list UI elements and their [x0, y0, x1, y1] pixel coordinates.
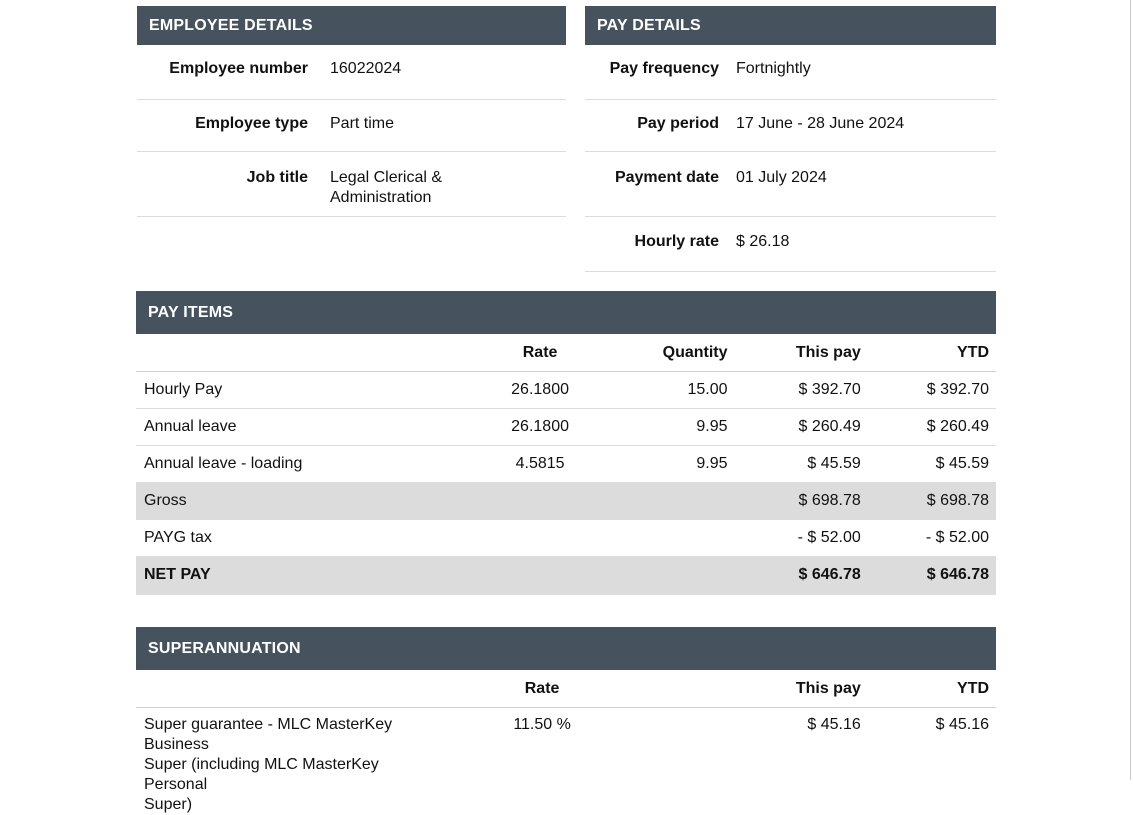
gross-ytd: $ 698.78: [864, 483, 996, 520]
job-title-label: Job title: [247, 169, 308, 187]
pay-item-desc: Hourly Pay: [136, 372, 439, 409]
hourly-rate-row: [585, 217, 996, 272]
payment-date-value: 01 July 2024: [736, 168, 827, 188]
pay-item-this-pay: $ 392.70: [732, 372, 864, 409]
employee-details-header: EMPLOYEE DETAILS: [137, 6, 566, 45]
gross-label: Gross: [136, 483, 439, 520]
super-desc: [136, 708, 439, 815]
net-quantity-empty: [605, 556, 731, 595]
super-this-pay-col: This pay: [732, 670, 864, 708]
pay-details-header: PAY DETAILS: [585, 6, 996, 45]
gross-rate-empty: [439, 483, 606, 520]
table-row: [136, 446, 996, 483]
pay-item-quantity: 9.95: [605, 409, 731, 446]
gross-quantity-empty: [605, 483, 731, 520]
job-title-value: [330, 168, 442, 208]
employee-type-row: [137, 100, 566, 152]
tax-label: PAYG tax: [136, 520, 439, 557]
employee-type-value: Part time: [330, 114, 394, 134]
superannuation-header: SUPERANNUATION: [136, 627, 996, 670]
employee-number-label: Employee number: [169, 60, 308, 78]
pay-item-rate: 4.5815: [439, 446, 606, 483]
employee-number-value: 16022024: [330, 59, 401, 79]
hourly-rate-label: Hourly rate: [635, 233, 719, 251]
pay-item-ytd: $ 45.59: [864, 446, 996, 483]
pay-item-ytd: $ 260.49: [864, 409, 996, 446]
job-title-value-line1: Legal Clerical &: [330, 168, 442, 188]
pay-item-rate: 26.1800: [439, 372, 606, 409]
table-row: [136, 708, 996, 815]
payment-date-row: [585, 152, 996, 217]
pay-item-this-pay: $ 45.59: [732, 446, 864, 483]
pay-period-value: 17 June - 28 June 2024: [736, 114, 904, 134]
pay-item-desc: Annual leave: [136, 409, 439, 446]
tax-quantity-empty: [605, 520, 731, 557]
pay-frequency-row: [585, 45, 996, 100]
net-pay-label: NET PAY: [136, 556, 439, 595]
payment-date-label: Payment date: [615, 169, 719, 187]
tax-ytd: - $ 52.00: [864, 520, 996, 557]
pay-frequency-label: Pay frequency: [610, 60, 719, 78]
table-row: [136, 409, 996, 446]
pay-items-header-row: [136, 334, 996, 372]
scroll-edge: [1130, 0, 1131, 780]
pay-items-table: [136, 334, 996, 595]
pay-item-quantity: 9.95: [605, 446, 731, 483]
super-ytd: $ 45.16: [864, 708, 996, 815]
gross-this-pay: $ 698.78: [732, 483, 864, 520]
job-title-value-line2: Administration: [330, 188, 442, 208]
tax-row: [136, 520, 996, 557]
net-pay-ytd: $ 646.78: [864, 556, 996, 595]
pay-period-label: Pay period: [637, 115, 719, 133]
tax-rate-empty: [439, 520, 606, 557]
net-pay-this-pay: $ 646.78: [732, 556, 864, 595]
pay-items-ytd-col: YTD: [864, 334, 996, 372]
pay-items-header: PAY ITEMS: [136, 291, 996, 334]
table-row: [136, 372, 996, 409]
job-title-row: [137, 152, 566, 217]
super-desc-line3: Super): [144, 795, 439, 815]
super-desc-line2: Super (including MLC MasterKey Personal: [144, 755, 439, 795]
super-this-pay: $ 45.16: [732, 708, 864, 815]
super-header-row: [136, 670, 996, 708]
super-rate-col: Rate: [439, 670, 606, 708]
pay-frequency-value: Fortnightly: [736, 59, 811, 79]
pay-item-quantity: 15.00: [605, 372, 731, 409]
super-empty: [605, 708, 731, 815]
tax-this-pay: - $ 52.00: [732, 520, 864, 557]
employee-number-row: [137, 45, 566, 100]
super-rate: 11.50 %: [439, 708, 606, 815]
pay-item-desc: Annual leave - loading: [136, 446, 439, 483]
gross-row: [136, 483, 996, 520]
superannuation-table: [136, 670, 996, 815]
pay-items-rate-col: Rate: [439, 334, 606, 372]
pay-period-row: [585, 100, 996, 152]
super-empty-col: [605, 670, 731, 708]
net-pay-row: [136, 556, 996, 595]
pay-items-this-pay-col: This pay: [732, 334, 864, 372]
pay-item-rate: 26.1800: [439, 409, 606, 446]
employee-type-label: Employee type: [195, 115, 308, 133]
super-desc-col: [136, 670, 439, 708]
pay-items-quantity-col: Quantity: [605, 334, 731, 372]
super-ytd-col: YTD: [864, 670, 996, 708]
pay-items-desc-col: [136, 334, 439, 372]
net-rate-empty: [439, 556, 606, 595]
hourly-rate-value: $ 26.18: [736, 232, 789, 252]
pay-item-this-pay: $ 260.49: [732, 409, 864, 446]
pay-item-ytd: $ 392.70: [864, 372, 996, 409]
super-desc-line1: Super guarantee - MLC MasterKey Business: [144, 715, 439, 755]
